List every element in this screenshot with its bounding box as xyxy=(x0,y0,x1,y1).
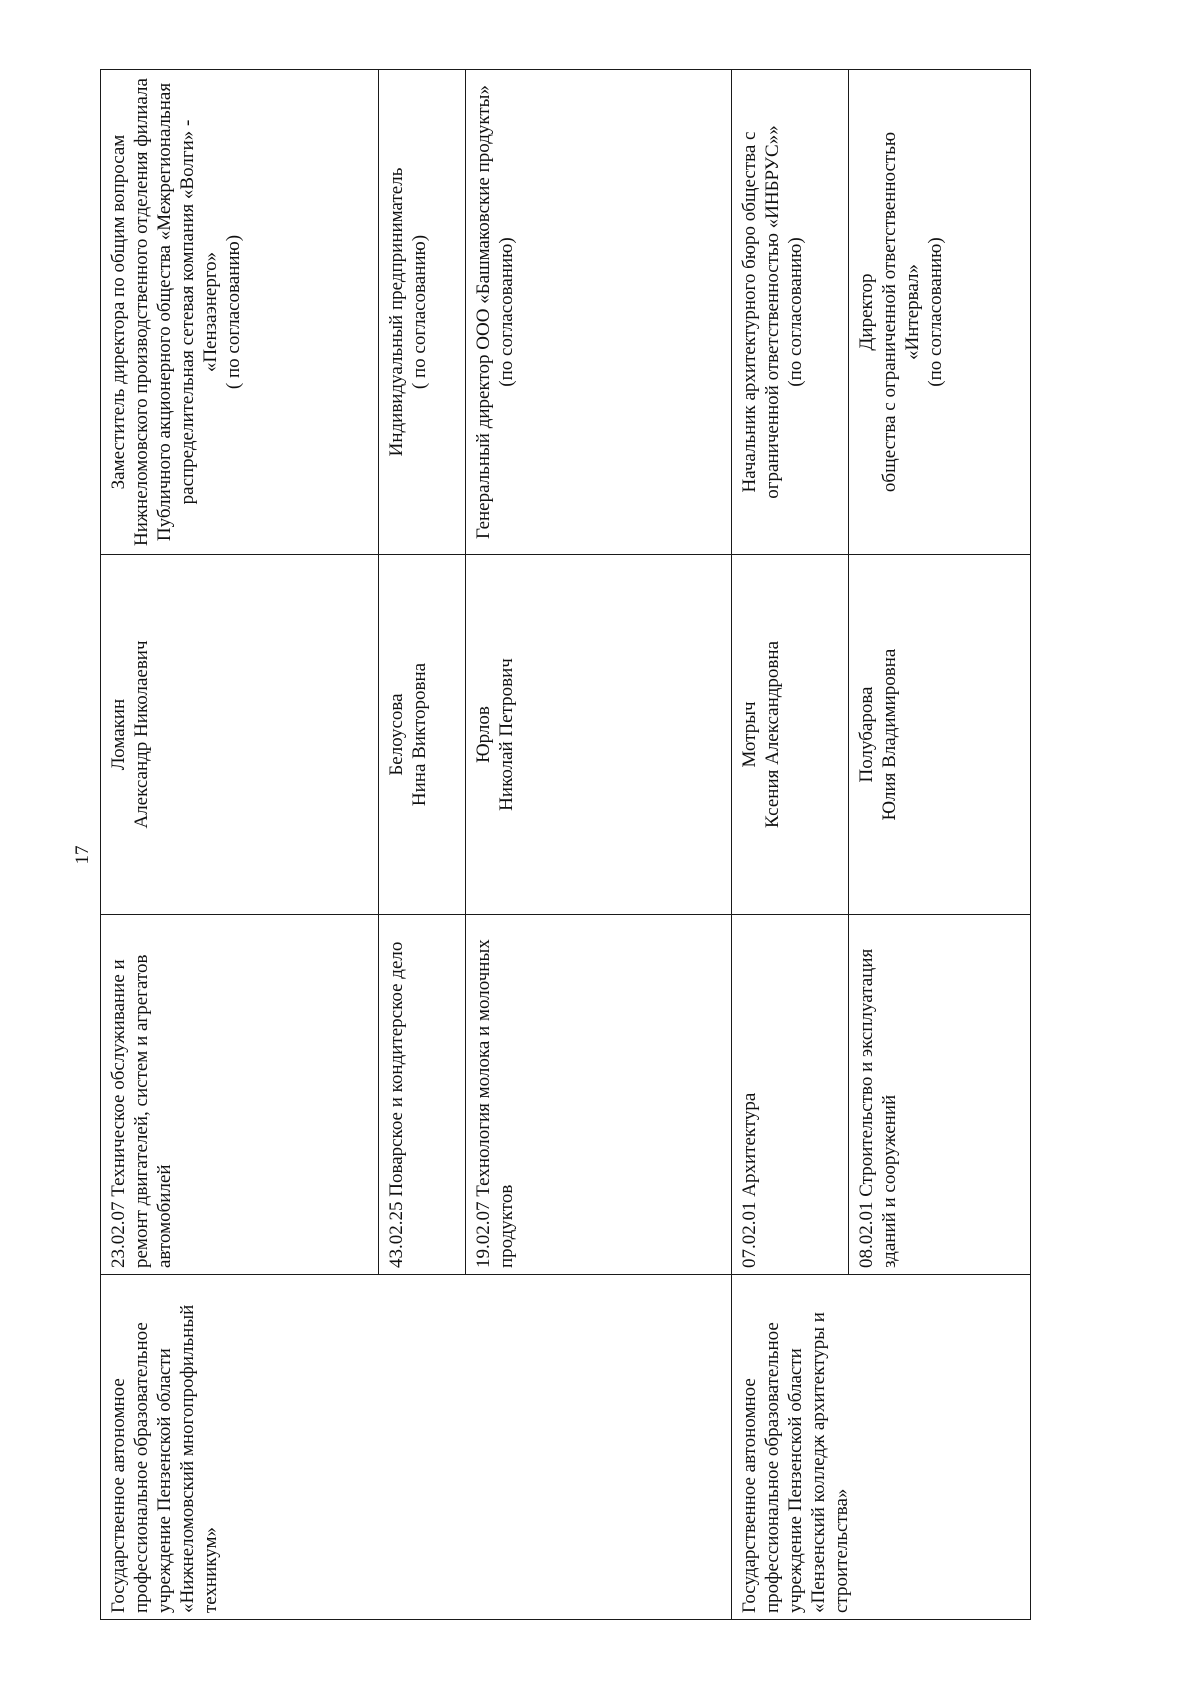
page-number: 17 xyxy=(72,845,93,865)
position-cell: Индивидуальный предприниматель ( по согласованию) xyxy=(379,70,466,555)
specialty-cell: 08.02.01 Строительство и эксплуатация зданий и сооружений xyxy=(849,915,1031,1275)
table-row xyxy=(101,70,379,1620)
organization-cell: Государственное автономное профессиональное образовательное учреждение Пензенской области «Пензенский колледж архитектуры и строительства» xyxy=(732,1275,1031,1620)
person-cell: Мотрыч Ксения Александровна xyxy=(732,555,849,915)
specialty-cell: 23.02.07 Техническое обслуживание и ремонт двигателей, систем и агрегатов автомобилей xyxy=(101,915,379,1275)
position-cell: Директор общества с ограниченной ответственностью «Интервал» (по согласованию) xyxy=(849,70,1031,555)
table-row xyxy=(732,70,849,1620)
specialty-cell: 19.02.07 Технология молока и молочных продуктов xyxy=(466,915,732,1275)
position-cell: Генеральный директор ООО «Башмаковские продукты» (по согласованию) xyxy=(466,70,732,555)
position-cell: Заместитель директора по общим вопросам Нижнеломовского производственного отделения филиала Публичного акционерного общества «Межрегиональная распределительная сетевая компания «Волги» - «Пензаэнерго» ( по согласованию) xyxy=(101,70,379,555)
person-cell: Белоусова Нина Викторовна xyxy=(379,555,466,915)
person-cell: Ломакин Александр Николаевич xyxy=(101,555,379,915)
specialty-cell: 07.02.01 Архитектура xyxy=(732,915,849,1275)
rotated-page xyxy=(72,70,1030,1620)
person-cell: Юрлов Николай Петрович xyxy=(466,555,732,915)
commission-table xyxy=(100,69,1031,1620)
person-cell: Полубарова Юлия Владимировна xyxy=(849,555,1031,915)
specialty-cell: 43.02.25 Поварское и кондитерское дело xyxy=(379,915,466,1275)
position-cell: Начальник архитектурного бюро общества с ограниченной ответственностью «ИНБРУС»» (по согласованию) xyxy=(732,70,849,555)
organization-cell: Государственное автономное профессиональное образовательное учреждение Пензенской области «Нижнеломовский многопрофильный техникум» xyxy=(101,1275,732,1620)
